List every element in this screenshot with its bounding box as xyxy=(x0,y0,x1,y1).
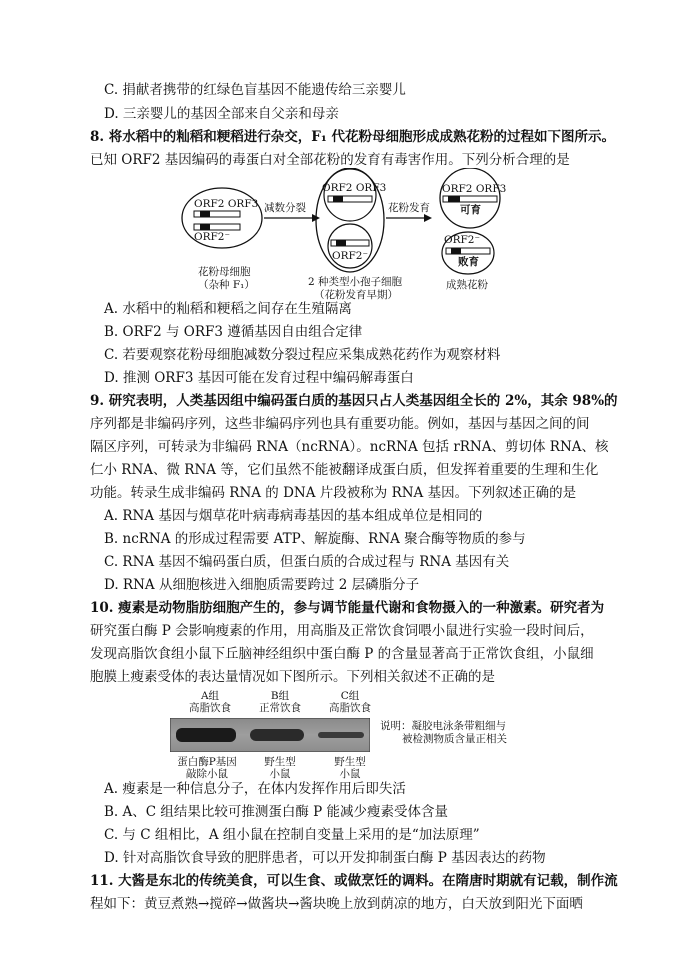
figure-pollen-development xyxy=(180,168,520,303)
question-9-stem-2: 序列都是非编码序列，这些非编码序列也具有重要功能。例如，基因与基因之间的间 xyxy=(90,416,590,432)
option-8b: B. ORF2 与 ORF3 遵循基因自由组合定律 xyxy=(104,324,363,340)
question-11-stem-2: 程如下：黄豆煮熟→搅碎→做酱块→酱块晚上放到荫凉的地方，白天放到阳光下面晒 xyxy=(90,896,583,912)
option-9d: D. RNA 从细胞核进入细胞质需要跨过 2 层磷脂分子 xyxy=(104,577,420,593)
question-11-stem: 11. 大酱是东北的传统美食，可以生食、或做烹饪的调料。在隋唐时期就有记载，制作流 xyxy=(90,873,618,889)
option-9a: A. RNA 基因与烟草花叶病毒病毒基因的基本组成单位是相同的 xyxy=(104,508,483,524)
label-mature-pollen: 成熟花粉 xyxy=(446,279,488,291)
option-8c: C. 若要观察花粉母细胞减数分裂过程应采集成熟花药作为观察材料 xyxy=(104,347,501,363)
label-mice-b: 野生型 xyxy=(264,756,296,768)
band-b xyxy=(250,729,304,741)
label-pollen-development: 花粉发育 xyxy=(388,202,430,214)
question-10-stem-2: 研究蛋白酶 P 会影响瘦素的作用，用高脂及正常饮食饲喂小鼠进行实验一段时间后， xyxy=(90,623,594,639)
band-a xyxy=(176,728,236,742)
label-orf2-minus-b: ORF2⁻ xyxy=(332,250,369,262)
label-group-b-diet: 正常饮食 xyxy=(259,702,301,714)
label-meiosis: 减数分裂 xyxy=(264,202,306,214)
question-10-stem-4: 胞膜上瘦素受体的表达量情况如下图所示。下列相关叙述不正确的是 xyxy=(90,669,495,685)
label-group-a-diet: 高脂饮食 xyxy=(189,702,231,714)
label-mice-a: 蛋白酶P基因 xyxy=(177,756,237,768)
option-10c: C. 与 C 组相比，A 组小鼠在控制自变量上采用的是“加法原理” xyxy=(104,827,480,843)
option-10a: A. 瘦素是一种信息分子，在体内发挥作用后即失活 xyxy=(104,781,406,797)
note-line-2: 被检测物质含量正相关 xyxy=(402,733,507,745)
option-10b: B. A、C 组结果比较可推测蛋白酶 P 能减少瘦素受体含量 xyxy=(104,804,449,820)
option-8d: D. 推测 ORF3 基因可能在发育过程中编码解毒蛋白 xyxy=(104,370,414,386)
question-9-stem-4: 仁小 RNA、微 RNA 等，它们虽然不能被翻译成蛋白质，但发挥着重要的生理和生化 xyxy=(90,462,599,478)
option-9c: C. RNA 基因不编码蛋白质，但蛋白质的合成过程与 RNA 基因有关 xyxy=(104,554,510,570)
label-group-c-diet: 高脂饮食 xyxy=(329,702,371,714)
option-9b: B. ncRNA 的形成过程需要 ATP、解旋酶、RNA 聚合酶等物质的参与 xyxy=(104,531,526,547)
option-8a: A. 水稻中的籼稻和粳稻之间存在生殖隔离 xyxy=(104,301,352,317)
question-10-stem: 10. 瘦素是动物脂肪细胞产生的，参与调节能量代谢和食物摄入的一种激素。研究者为 xyxy=(90,600,605,616)
label-sterile: 败育 xyxy=(458,256,479,268)
label-spore-early: （花粉发育早期） xyxy=(314,289,398,301)
question-9-stem-5: 功能。转录生成非编码 RNA 的 DNA 片段被称为 RNA 基因。下列叙述正确的是 xyxy=(90,485,577,501)
label-mice-b-2: 小鼠 xyxy=(269,768,291,780)
gel-image xyxy=(170,718,370,752)
label-orf2-orf3-c: ORF2 ORF3 xyxy=(442,183,507,195)
label-mice-a-2: 敲除小鼠 xyxy=(186,768,228,780)
label-orf2-orf3-b: ORF2 ORF3 xyxy=(322,182,387,194)
band-c xyxy=(318,732,364,738)
option-7c: C. 捐献者携带的红绿色盲基因不能遗传给三亲婴儿 xyxy=(104,82,406,98)
label-group-c: C组 xyxy=(340,690,360,702)
question-8-stem: 8. 将水稻中的籼稻和粳稻进行杂交，F₁ 代花粉母细胞形成成熟花粉的过程如下图所示。 xyxy=(90,129,615,145)
label-fertile: 可育 xyxy=(460,204,481,216)
label-orf2-orf3-a: ORF2 ORF3 xyxy=(194,198,259,210)
label-mice-c: 野生型 xyxy=(334,756,366,768)
label-orf2-minus-a: ORF2⁻ xyxy=(194,231,231,243)
option-7d: D. 三亲婴儿的基因全部来自父亲和母亲 xyxy=(104,106,339,122)
label-spore-types: 2 种类型小孢子细胞 xyxy=(308,276,403,288)
question-9-stem-3: 隔区序列，可转录为非编码 RNA（ncRNA）。ncRNA 包括 rRNA、剪切体 RNA、核 xyxy=(90,439,609,455)
label-mother-cell: 花粉母细胞 xyxy=(198,266,251,278)
question-10-stem-3: 发现高脂饮食组小鼠下丘脑神经组织中蛋白酶 P 的含量显著高于正常饮食组，小鼠细 xyxy=(90,646,594,662)
label-orf2-minus-c: ORF2⁻ xyxy=(444,234,481,246)
question-8-stem-cont: 已知 ORF2 基因编码的毒蛋白对全部花粉的发育有毒害作用。下列分析合理的是 xyxy=(90,152,570,168)
label-group-a: A组 xyxy=(200,690,220,702)
note-line-1: 说明：凝胶电泳条带粗细与 xyxy=(380,720,506,732)
question-9-stem: 9. 研究表明，人类基因组中编码蛋白质的基因只占人类基因组全长的 2%，其余 98%的 xyxy=(90,393,618,409)
option-10d: D. 针对高脂饮食导致的肥胖患者，可以开发抑制蛋白酶 P 基因表达的药物 xyxy=(104,850,546,866)
label-mice-c-2: 小鼠 xyxy=(339,768,361,780)
label-mother-cell-f1: （杂种 F₁） xyxy=(198,279,255,291)
label-group-b: B组 xyxy=(270,690,290,702)
